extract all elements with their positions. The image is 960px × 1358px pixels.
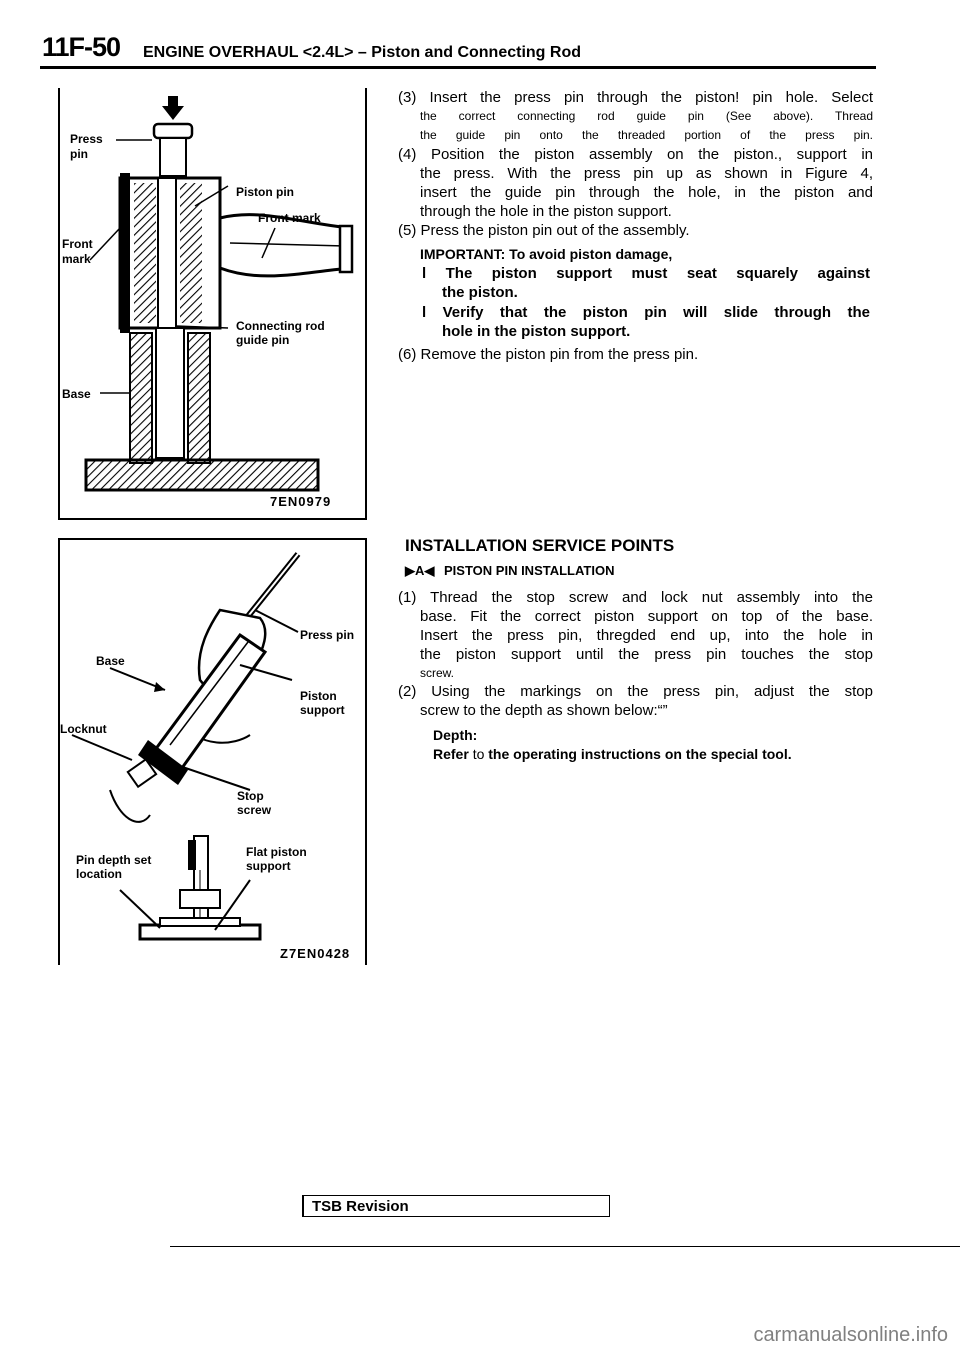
figure-2-drawing <box>60 540 365 965</box>
install-step-1-line-1: (1) Thread the stop screw and lock nut assembly into the <box>398 589 873 606</box>
label-press-pin-2: pin <box>70 147 88 161</box>
step-3-line-2: the correct connecting rod guide pin (See above). Thread <box>420 109 873 123</box>
label-flat-piston: Flat piston <box>246 845 307 859</box>
install-step-1-line-4: the piston support until the press pin touches the stop <box>420 646 873 663</box>
bullet-1-line-2: the piston. <box>442 284 518 301</box>
install-step-2 <box>398 682 873 720</box>
label-locknut: Locknut <box>60 722 107 736</box>
step-3 <box>398 88 873 145</box>
subsection-label: PISTON PIN INSTALLATION <box>444 563 615 578</box>
figure-2-code: Z7EN0428 <box>280 946 351 961</box>
label-press-pin-1: Press <box>70 132 103 146</box>
install-step-2-line-2: screw to the depth as shown below:“” <box>420 702 668 719</box>
depth-instructions <box>433 745 873 764</box>
label-piston: Piston <box>300 689 337 703</box>
important-note: IMPORTANT: To avoid piston damage, <box>420 246 673 262</box>
depth-text: the operating instructions on the special tool. <box>488 746 792 762</box>
label-piston-support: support <box>300 703 345 717</box>
install-step-1-line-2: base. Fit the correct piston support on top of the base. <box>420 608 873 625</box>
step-4 <box>398 145 873 221</box>
figure-piston-pin-removal <box>58 88 367 520</box>
label-connecting-rod: Connecting rod <box>236 319 325 333</box>
bullet-2 <box>422 303 870 341</box>
label-front-mark-right: Front mark <box>258 211 321 225</box>
label-pin-depth-1: Pin depth set <box>76 853 152 867</box>
depth-refer: Refer <box>433 746 469 762</box>
subsection-title <box>405 563 614 579</box>
bullet-2-line-2: hole in the piston support. <box>442 323 631 340</box>
watermark: carmanualsonline.info <box>753 1324 948 1346</box>
page-title: ENGINE OVERHAUL <2.4L> – Piston and Connecting Rod <box>143 44 581 61</box>
bullet-1-line-1: l The piston support must seat squarely against <box>422 265 870 282</box>
section-title-installation: INSTALLATION SERVICE POINTS <box>405 536 675 555</box>
label-screw: screw <box>237 803 272 817</box>
step-3-line-3: the guide pin onto the threaded portion of the press pin. <box>420 128 873 142</box>
step-4-line-4: through the hole in the piston support. <box>420 203 672 220</box>
bottom-rule <box>170 1246 960 1247</box>
figure-1-drawing <box>60 88 365 518</box>
step-5: (5) Press the piston pin out of the assembly. <box>398 222 690 239</box>
figure-1-code: 7EN0979 <box>270 494 332 509</box>
label-press-pin-2: Press pin <box>300 628 355 642</box>
step-4-line-1: (4) Position the piston assembly on the piston., support in <box>398 146 873 163</box>
header-rule <box>40 66 876 69</box>
install-step-1-line-3: Insert the press pin, thregded end up, into the hole in <box>420 627 873 644</box>
label-front-mark-left-2: mark <box>62 252 91 266</box>
label-base-2: Base <box>96 654 125 668</box>
bullet-1 <box>422 264 870 302</box>
step-3-line-1: (3) Insert the press pin through the piston! pin hole. Select <box>398 89 873 106</box>
label-base: Base <box>62 387 91 401</box>
install-step-1-line-5: screw. <box>420 666 455 680</box>
label-piston-pin: Piston pin <box>236 185 294 199</box>
tsb-revision-box: TSB Revision <box>302 1195 610 1217</box>
depth-label: Depth: <box>433 727 478 743</box>
label-flat-support: support <box>246 859 291 873</box>
bullet-2-line-1: l Verify that the piston pin will slide through the <box>422 304 870 321</box>
label-guide-pin: guide pin <box>236 333 290 347</box>
step-4-line-2: the press. With the press pin up as shown in Figure 4, <box>420 165 873 182</box>
page-number: 11F-50 <box>42 32 121 62</box>
subsection-marker: ▶A◀ <box>405 563 435 578</box>
figure-piston-pin-installation <box>58 538 367 965</box>
label-pin-depth-2: location <box>76 867 123 881</box>
label-stop: Stop <box>237 789 264 803</box>
install-step-2-line-1: (2) Using the markings on the press pin, adjust the stop <box>398 683 873 700</box>
install-step-1 <box>398 588 873 683</box>
step-6: (6) Remove the piston pin from the press pin. <box>398 346 699 363</box>
step-4-line-3: insert the guide pin through the hole, in the piston and <box>420 184 873 201</box>
depth-to: to <box>472 746 485 762</box>
label-front-mark-left-1: Front <box>62 237 93 251</box>
